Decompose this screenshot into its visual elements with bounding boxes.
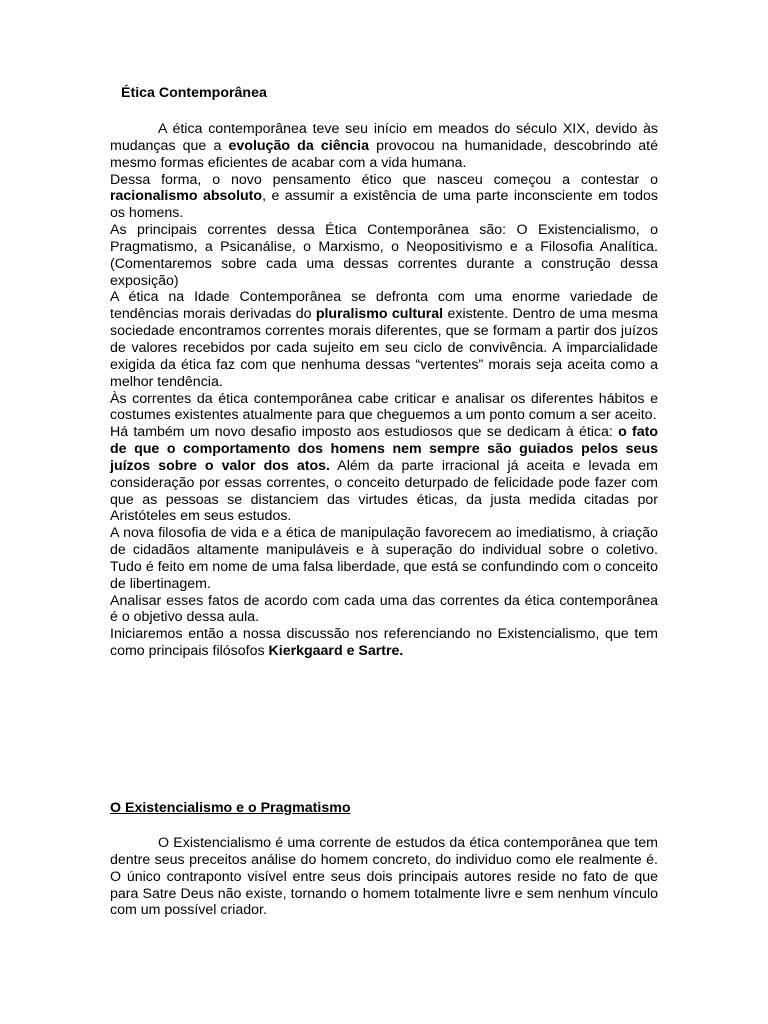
paragraph: [110, 424, 658, 525]
paragraph: [110, 593, 658, 627]
bold-text-run: pluralismo cultural: [315, 306, 444, 323]
paragraph: [110, 222, 658, 289]
text-run: Dessa forma, o novo pensamento ético que nasceu começou a contestar o: [110, 171, 658, 188]
section-heading: O Existencialismo e o Pragmatismo: [110, 800, 351, 816]
text-run: As principais correntes dessa Ética Contemporânea são: O Existencialismo, o Pragmatismo, a Psicanálise, o Marxismo, o Neopositivismo e a Filosofia Analítica. (Comentaremos sobre cada uma dessas correntes durante a construção dessa exposição): [110, 222, 658, 289]
text-run: Além da parte irracional já aceita e levada em consideração por essas correntes, o conceito deturpado de felicidade pode fazer com que as pessoas se distanciem das virtudes éticas, da justa medida citadas por Aristóteles em seus estudos.: [110, 457, 658, 525]
text-run: Há também um novo desafio imposto aos estudiosos que se dedicam à ética:: [110, 424, 619, 441]
paragraph: [110, 525, 658, 592]
bold-text-run: racionalismo absoluto: [110, 188, 263, 205]
text-run: provocou na humanidade, descobrindo até mesmo formas eficientes de acabar com a vida humana.: [110, 137, 658, 171]
paragraph: [110, 172, 658, 223]
text-run: A ética contemporânea teve seu início em meados do século XIX, devido às mudanças que a: [110, 121, 658, 154]
paragraph: [110, 289, 658, 390]
text-run: existente. Dentro de uma mesma sociedade encontramos correntes morais diferentes, que se formam a partir dos juízos de valores recebidos por cada sujeito em seu ciclo de convivência. A imparcialidade exigida da ética faz com que nenhuma dessas “vertentes” morais seja aceita como a melhor tendência.: [110, 306, 658, 390]
paragraph: [110, 121, 658, 172]
text-run: Analisar esses fatos de acordo com cada uma das correntes da ética contemporânea é o objetivo dessa aula.: [110, 592, 658, 626]
page-title: Ética Contemporânea: [121, 85, 267, 101]
text-run: A nova filosofia de vida e a ética de manipulação favorecem ao imediatismo, à criação de cidadãos altamente manipuláveis e à superação do individual sobre o coletivo. Tudo é feito em nome de uma falsa liberdade, que está se confundindo com o conceito de libertinagem.: [110, 525, 658, 592]
text-run: Iniciaremos então a nossa discussão nos referenciando no Existencialismo, que tem como principais filósofos: [110, 626, 658, 660]
paragraph: O Existencialismo é uma corrente de estudos da ética contemporânea que tem dentre seus preceitos análise do homem concreto, do individuo como ele realmente é. O único contraponto visível entre seus dois principais autores reside no fato de que para Satre Deus não existe, tornando o homem totalmente livre e sem nenhum vínculo com um possível criador.: [110, 835, 658, 919]
paragraph: [110, 626, 658, 660]
text-run: Às correntes da ética contemporânea cabe criticar e analisar os diferentes hábitos e costumes existentes atualmente para que cheguemos a um ponto comum a ser aceito.: [110, 390, 658, 424]
text-run: A ética na Idade Contemporânea se defronta com uma enorme variedade de tendências morais derivadas do: [110, 289, 658, 323]
bold-text-run: Kierkgaard e Sartre.: [268, 643, 404, 660]
paragraph: [110, 391, 658, 425]
body-text: [110, 121, 658, 660]
bold-text-run: evolução da ciência: [228, 137, 369, 154]
text-run: , e assumir a existência de uma parte inconsciente em todos os homens.: [110, 188, 658, 222]
bold-text-run: o fato de que o comportamento dos homens nem sempre são guiados pelos seus juízos sobre o valor dos atos.: [110, 424, 658, 474]
section-body: [110, 835, 658, 919]
